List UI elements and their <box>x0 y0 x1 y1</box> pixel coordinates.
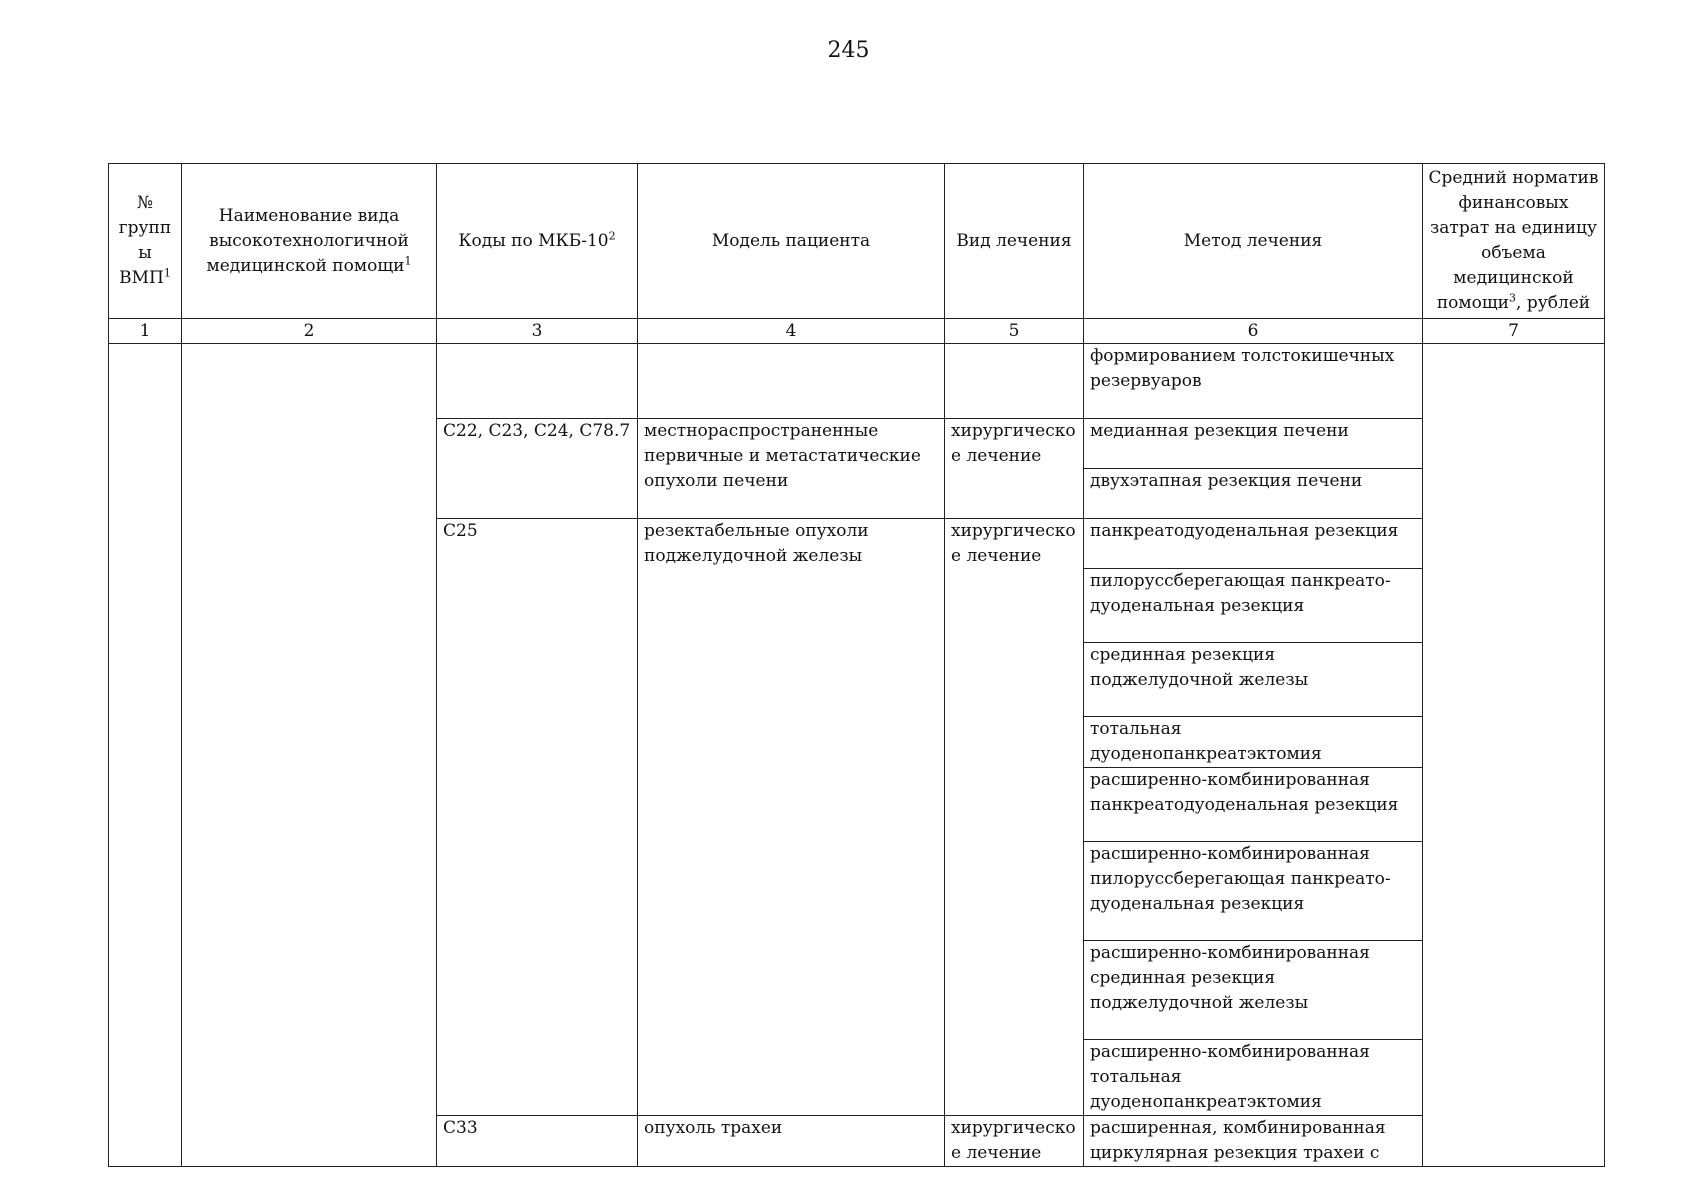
column-number-row <box>109 319 1605 344</box>
header-vmp-name: Наименование вида высокотехнологичной медицинской помощи$^1$ <box>182 164 437 319</box>
treatment-method-cell: срединная резекция поджелудочной железы <box>1084 643 1423 717</box>
header-cost-standard: Средний норматив финансовых затрат на единицу объема медицинской помощи$^3$, рублей <box>1423 164 1605 319</box>
vmp-name-cell <box>182 344 437 1167</box>
icd-codes-cell: C33 <box>437 1116 638 1167</box>
icd-codes-cell <box>437 344 638 419</box>
treatment-method-cell: формированием толстокишечных резервуаров <box>1084 344 1423 419</box>
page-number: 245 <box>827 38 870 63</box>
treatment-method-cell: пилоруссберегающая панкреато-дуоденальная резекция <box>1084 569 1423 643</box>
table-row <box>109 344 1605 419</box>
vmp-table <box>108 163 1605 1167</box>
column-number: 4 <box>638 319 945 344</box>
column-number: 7 <box>1423 319 1605 344</box>
treatment-method-cell: расширенная, комбинированная циркулярная резекция трахеи с <box>1084 1116 1423 1167</box>
treatment-type-cell: хирургическо е лечение <box>945 519 1084 1116</box>
column-number: 5 <box>945 319 1084 344</box>
treatment-method-cell: расширенно-комбинированная панкреатодуоденальная резекция <box>1084 768 1423 842</box>
treatment-type-cell: хирургическо е лечение <box>945 419 1084 519</box>
icd-codes-cell: C22, C23, C24, C78.7 <box>437 419 638 519</box>
patient-model-cell: резектабельные опухоли поджелудочной железы <box>638 519 945 1116</box>
header-treatment-method: Метод лечения <box>1084 164 1423 319</box>
treatment-type-cell: хирургическо е лечение <box>945 1116 1084 1167</box>
treatment-method-cell: панкреатодуоденальная резекция <box>1084 519 1423 569</box>
cost-standard-cell <box>1423 344 1605 1167</box>
treatment-type-cell <box>945 344 1084 419</box>
patient-model-cell: местнораспространенные первичные и метастатические опухоли печени <box>638 419 945 519</box>
header-group-number: № групп ы ВМП$^1$ <box>109 164 182 319</box>
column-number: 6 <box>1084 319 1423 344</box>
header-treatment-type: Вид лечения <box>945 164 1084 319</box>
treatment-method-cell: расширенно-комбинированная пилоруссберегающая панкреато-дуоденальная резекция <box>1084 842 1423 941</box>
treatment-method-cell: расширенно-комбинированная тотальная дуоденопанкреатэктомия <box>1084 1040 1423 1116</box>
treatment-method-cell: тотальная дуоденопанкреатэктомия <box>1084 717 1423 768</box>
treatment-method-cell: двухэтапная резекция печени <box>1084 469 1423 519</box>
patient-model-cell: опухоль трахеи <box>638 1116 945 1167</box>
header-patient-model: Модель пациента <box>638 164 945 319</box>
patient-model-cell <box>638 344 945 419</box>
group-number-cell <box>109 344 182 1167</box>
header-row <box>109 164 1605 319</box>
column-number: 1 <box>109 319 182 344</box>
treatment-method-cell: расширенно-комбинированная срединная резекция поджелудочной железы <box>1084 941 1423 1040</box>
treatment-method-cell: медианная резекция печени <box>1084 419 1423 469</box>
header-icd-codes: Коды по МКБ-$10^2$ <box>437 164 638 319</box>
column-number: 3 <box>437 319 638 344</box>
icd-codes-cell: C25 <box>437 519 638 1116</box>
column-number: 2 <box>182 319 437 344</box>
